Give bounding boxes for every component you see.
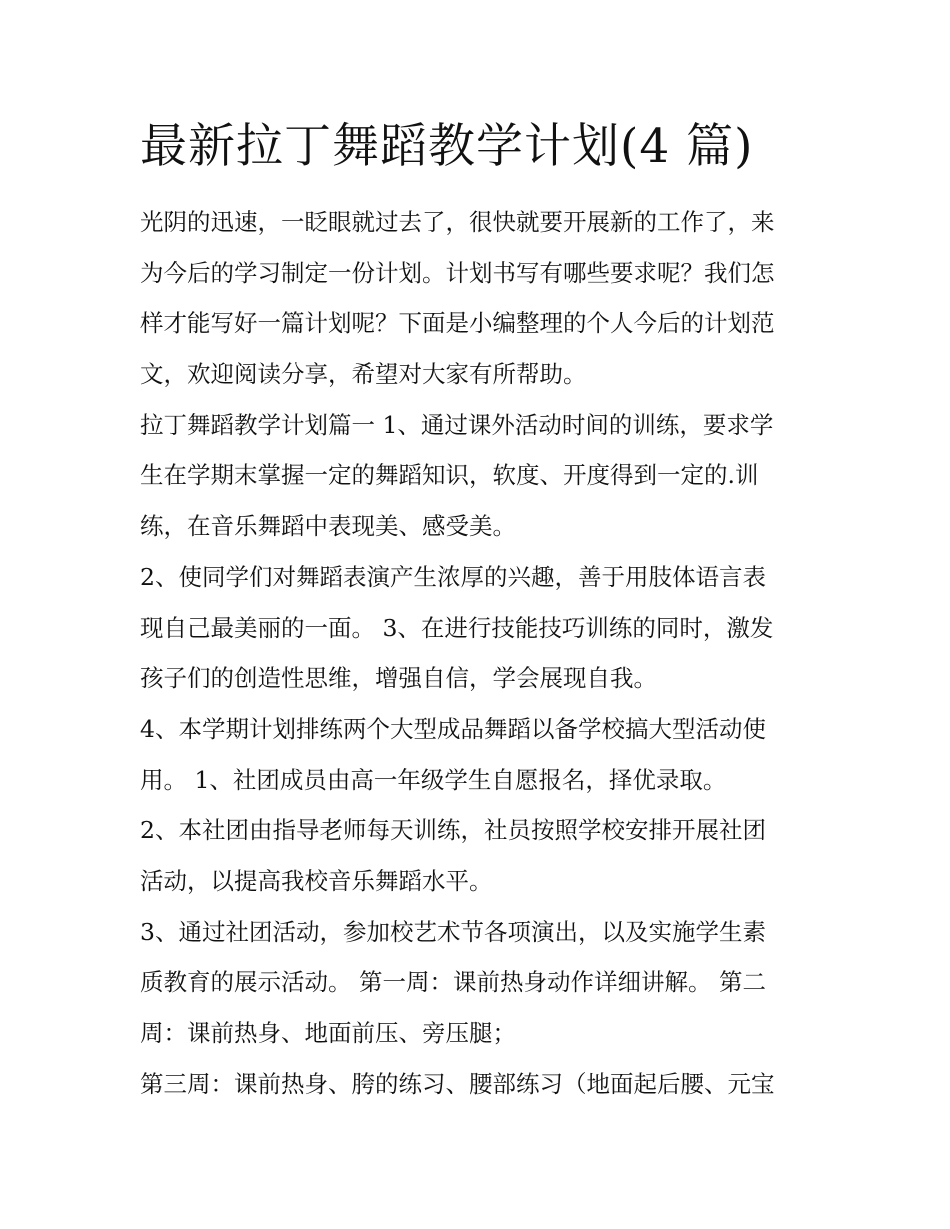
text-line: 活动，以提高我校音乐舞蹈水平。 (140, 866, 493, 895)
text-line: 质教育的展示活动。 第一周：课前热身动作详细讲解。 第二 (140, 968, 766, 997)
document-body (140, 197, 820, 1109)
text-line: 样才能写好一篇计划呢？下面是小编整理的个人今后的计划范 (140, 309, 775, 338)
text-line: 2、使同学们对舞蹈表演产生浓厚的兴趣，善于用肢体语言表 (140, 562, 766, 591)
text-line: 孩子们的创造性思维，增强自信，学会展现自我。 (140, 664, 657, 693)
text-line: 第三周：课前热身、胯的练习、腰部练习（地面起后腰、元宝 (140, 1069, 775, 1098)
document-title: 最新拉丁舞蹈教学计划(4 篇) (140, 119, 754, 174)
text-line: 用。 1、社团成员由高一年级学生自愿报名，择优录取。 (140, 765, 727, 794)
text-line: 2、本社团由指导老师每天训练，社员按照学校安排开展社团 (140, 816, 766, 845)
text-line: 周：课前热身、地面前压、旁压腿； (140, 1019, 516, 1047)
text-line: 练，在音乐舞蹈中表现美、感受美。 (140, 512, 516, 541)
text-line: 拉丁舞蹈教学计划篇一 1、通过课外活动时间的训练，要求学 (140, 410, 774, 439)
text-line: 为今后的学习制定一份计划。计划书写有哪些要求呢？我们怎 (140, 258, 775, 287)
text-line: 光阴的迅速，一眨眼就过去了，很快就要开展新的工作了，来 (140, 208, 775, 236)
text-line: 生在学期末掌握一定的舞蹈知识，软度、开度得到一定的.训 (140, 461, 759, 490)
text-line: 文，欢迎阅读分享，希望对大家有所帮助。 (140, 360, 587, 389)
text-line: 现自己最美丽的一面。 3、在进行技能技巧训练的同时，激发 (140, 613, 774, 642)
text-line: 3、通过社团活动，参加校艺术节各项演出，以及实施学生素 (140, 917, 766, 946)
text-line: 4、本学期计划排练两个大型成品舞蹈以备学校搞大型活动使 (140, 714, 766, 743)
